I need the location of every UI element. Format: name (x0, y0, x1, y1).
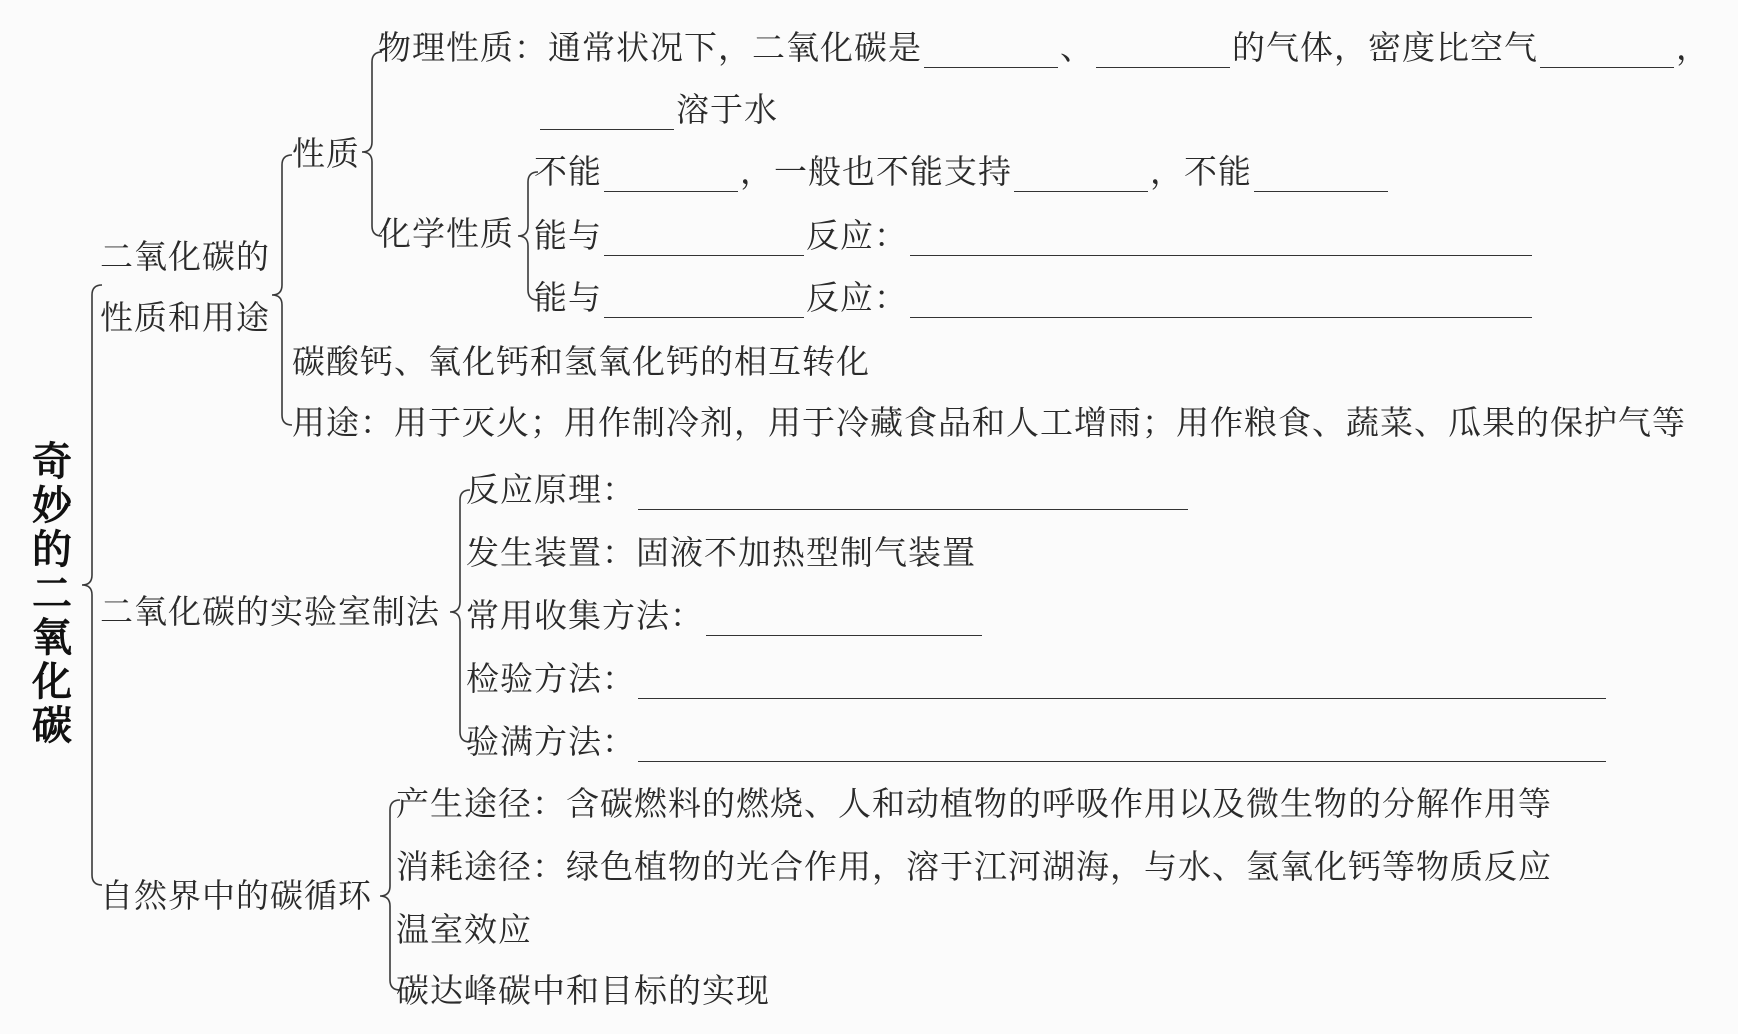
answer-blank[interactable] (638, 668, 1606, 699)
chemical-row-3 (534, 278, 1534, 318)
lab-test-row (466, 659, 1608, 699)
chemical-row-2 (534, 216, 1534, 256)
branch-carbon-cycle-label: 自然界中的碳循环 (100, 876, 372, 915)
root-title: 奇妙的二氧化碳 (32, 439, 72, 749)
answer-blank[interactable] (604, 161, 738, 192)
answer-blank[interactable] (638, 731, 1606, 762)
cycle-production: 产生途径：含碳燃料的燃烧、人和动植物的呼吸作用以及微生物的分解作用等 (396, 784, 1552, 823)
lab-principle-label: 反应原理： (466, 470, 636, 509)
lab-test-label: 检验方法： (466, 659, 636, 698)
cycle-carbon-goal: 碳达峰碳中和目标的实现 (396, 971, 770, 1010)
lab-collection-label: 常用收集方法： (466, 596, 704, 635)
chemical-row-1 (534, 152, 1390, 192)
answer-blank[interactable] (910, 287, 1532, 318)
physical-properties-text1: 通常状况下，二氧化碳是 (548, 28, 922, 67)
lab-principle-row (466, 470, 1190, 510)
chemical-row-3-a: 能与 (534, 278, 602, 317)
chemical-row-1-c: ，不能 (1150, 152, 1252, 191)
answer-blank[interactable] (1254, 161, 1388, 192)
cycle-greenhouse: 温室效应 (396, 910, 532, 949)
physical-properties-text3: 溶于水 (676, 90, 778, 129)
physical-properties-text2: 的气体，密度比空气 (1232, 28, 1538, 67)
branch-properties-uses-label-1: 二氧化碳的 (100, 237, 270, 276)
answer-blank[interactable] (604, 287, 804, 318)
chemical-row-3-b: 反应： (806, 278, 908, 317)
answer-blank[interactable] (540, 99, 674, 130)
answer-blank[interactable] (910, 225, 1532, 256)
answer-blank[interactable] (1096, 37, 1230, 68)
physical-properties-comma: ， (1676, 28, 1710, 67)
answer-blank[interactable] (706, 605, 982, 636)
physical-properties-sep: 、 (1060, 28, 1094, 67)
lab-full-test-label: 验满方法： (466, 722, 636, 761)
answer-blank[interactable] (1014, 161, 1148, 192)
brace-root (82, 285, 102, 885)
physical-properties-row-2 (538, 90, 778, 130)
brace-properties-uses (272, 155, 292, 425)
chemical-properties-label: 化学性质 (378, 214, 514, 253)
chemical-row-1-b: ，一般也不能支持 (740, 152, 1012, 191)
lab-apparatus: 发生装置：固液不加热型制气装置 (466, 533, 976, 572)
brace-carbon-cycle (380, 800, 400, 990)
brace-properties (362, 52, 382, 236)
conversion-text: 碳酸钙、氧化钙和氢氧化钙的相互转化 (292, 342, 870, 381)
lab-collection-row (466, 596, 984, 636)
answer-blank[interactable] (604, 225, 804, 256)
properties-label: 性质 (292, 134, 360, 173)
lab-full-test-row (466, 722, 1608, 762)
uses-text: 用途：用于灭火；用作制冷剂，用于冷藏食品和人工增雨；用作粮食、蔬菜、瓜果的保护气等 (292, 403, 1686, 442)
cycle-consumption: 消耗途径：绿色植物的光合作用，溶于江河湖海，与水、氢氧化钙等物质反应 (396, 847, 1552, 886)
answer-blank[interactable] (1540, 37, 1674, 68)
physical-properties-label: 物理性质： (378, 28, 548, 67)
answer-blank[interactable] (638, 479, 1188, 510)
chemical-row-2-a: 能与 (534, 216, 602, 255)
chemical-row-2-b: 反应： (806, 216, 908, 255)
answer-blank[interactable] (924, 37, 1058, 68)
physical-properties-row (378, 28, 1710, 68)
chemical-row-1-a: 不能 (534, 152, 602, 191)
branch-properties-uses-label-2: 性质和用途 (100, 298, 270, 337)
branch-lab-prep-label: 二氧化碳的实验室制法 (100, 592, 440, 631)
